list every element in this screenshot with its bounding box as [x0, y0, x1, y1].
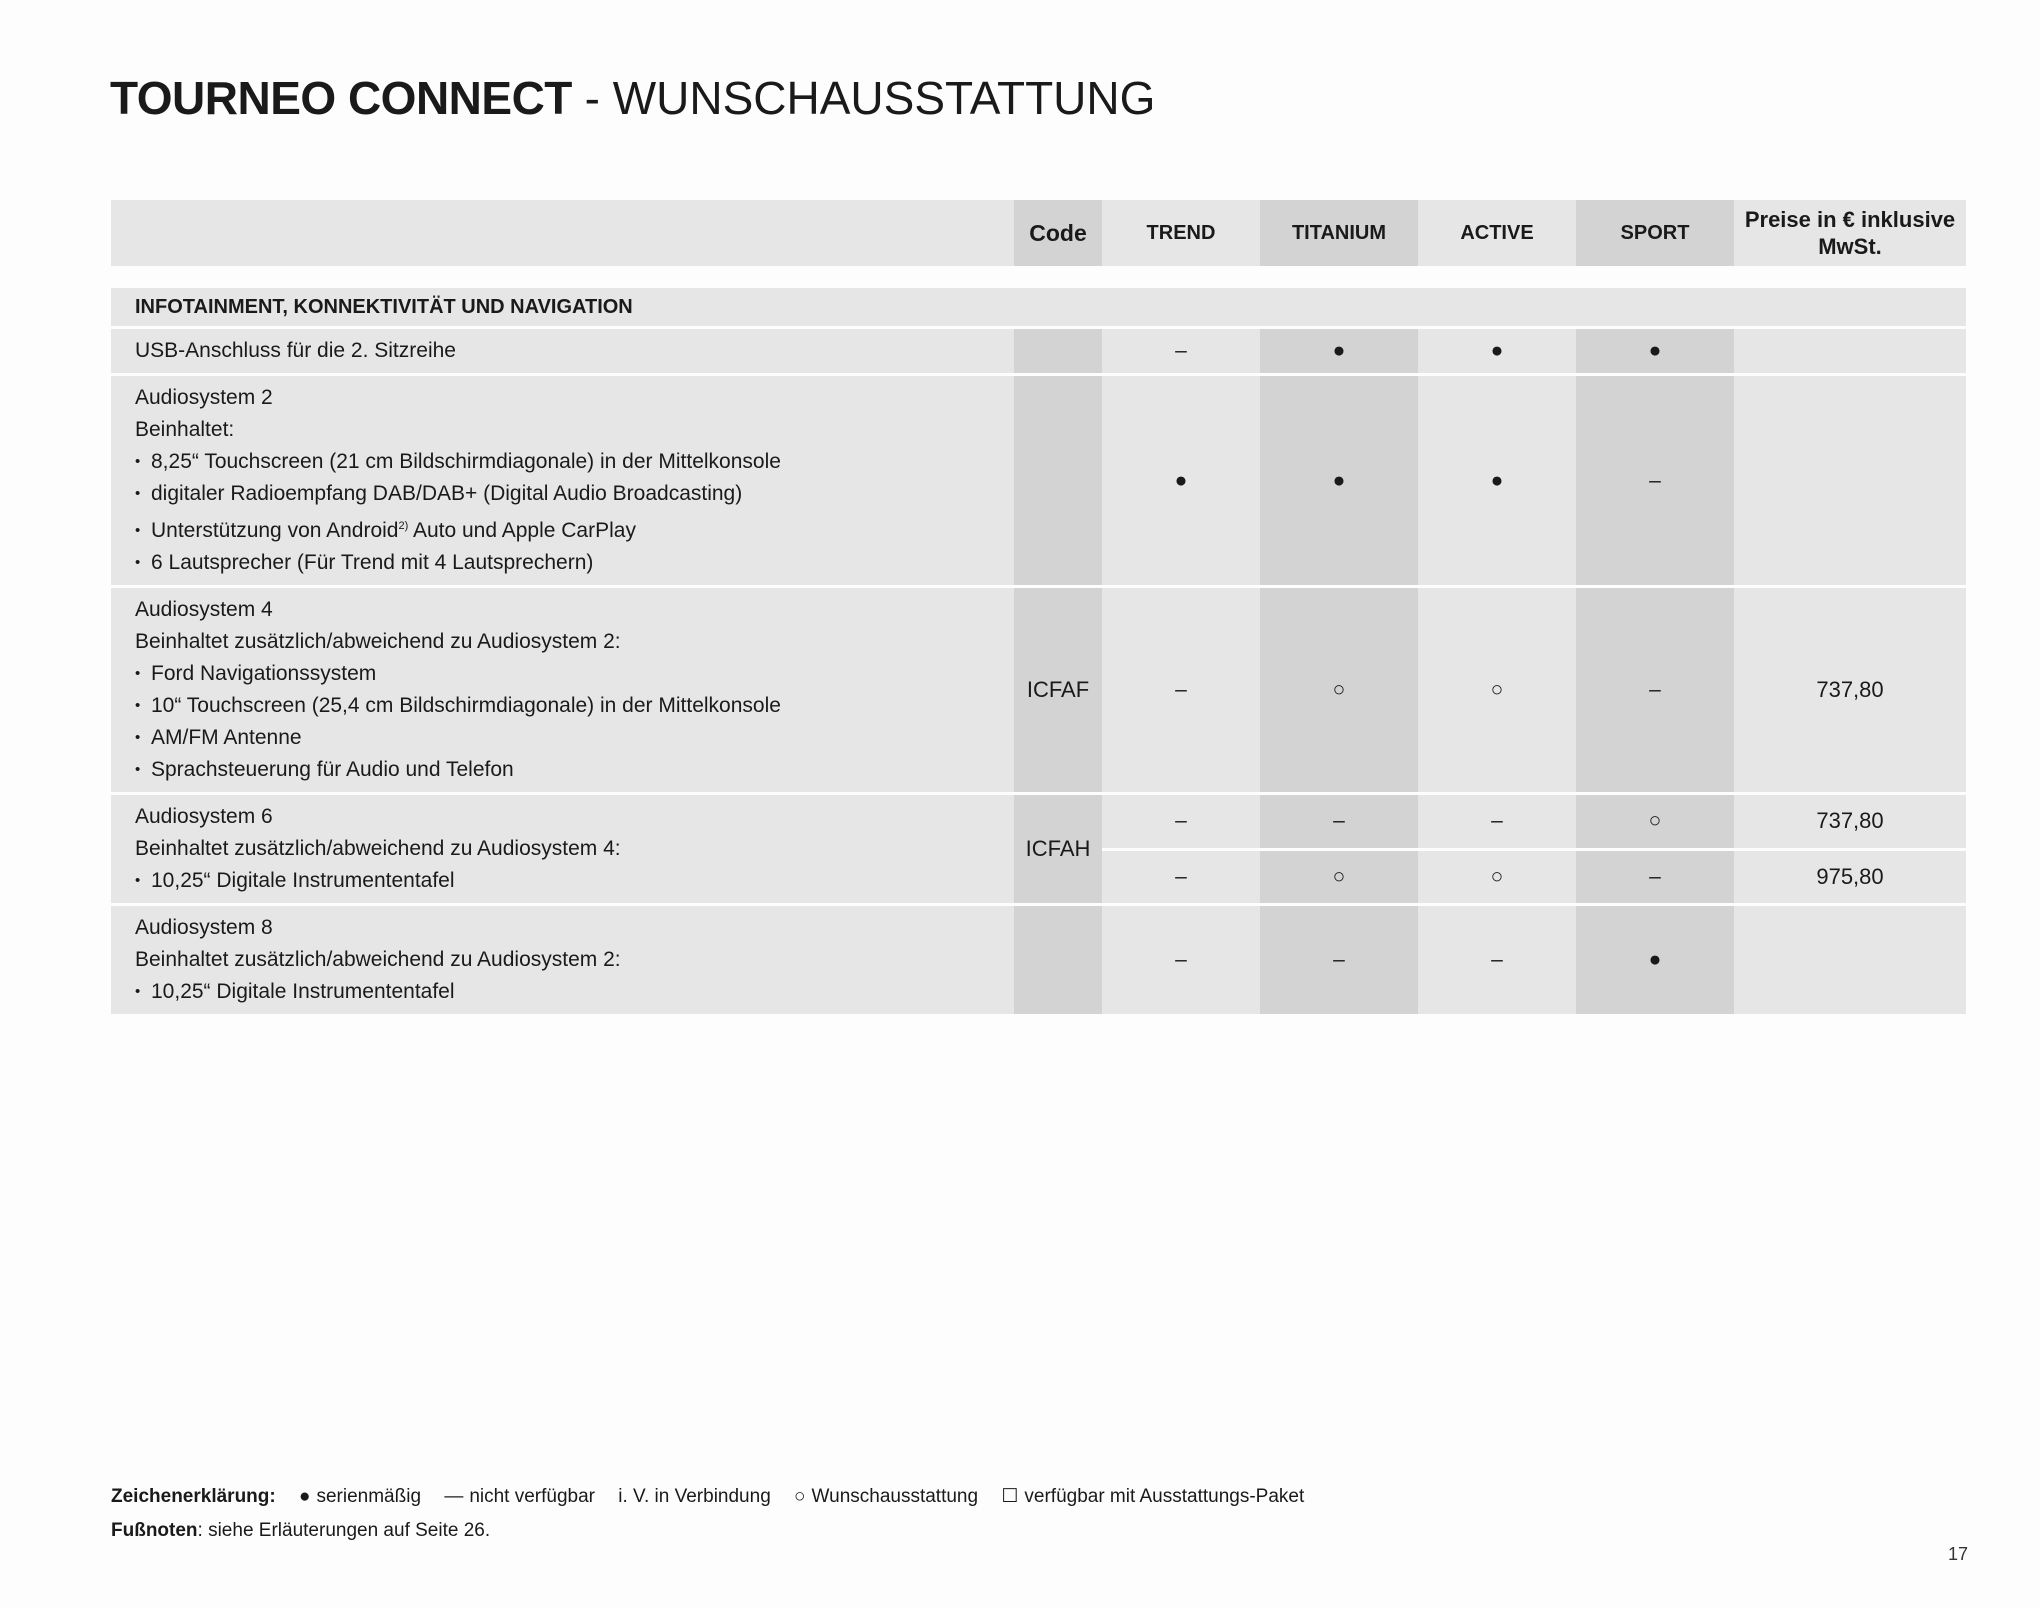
row-active-value: ● — [1418, 329, 1576, 376]
footnote — [111, 1519, 490, 1543]
row-price: 975,80 — [1734, 851, 1966, 907]
page-title — [110, 70, 1155, 126]
legend-text: verfügbar mit Ausstattungs-Paket — [1024, 1486, 1305, 1507]
row-code — [1014, 376, 1102, 588]
row-bullet: • 10“ Touchscreen (25,4 cm Bildschirmdiagonale) in der Mittelkonsole — [135, 690, 1004, 722]
row-active-value: – — [1418, 906, 1576, 1017]
row-title: Audiosystem 6 — [135, 805, 273, 828]
header-sport: SPORT — [1576, 200, 1734, 266]
header-titanium: TITANIUM — [1260, 200, 1418, 266]
row-trend-value: – — [1102, 906, 1260, 1017]
row-bullet: • digitaler Radioempfang DAB/DAB+ (Digital Audio Broadcasting) — [135, 478, 1004, 510]
row-active-value: – — [1418, 795, 1576, 851]
row-subtitle: Beinhaltet: — [135, 418, 235, 441]
row-bullet: • 8,25“ Touchscreen (21 cm Bildschirmdiagonale) in der Mittelkonsole — [135, 446, 1004, 478]
row-sport-value: ○ — [1576, 795, 1734, 851]
row-trend-value: – — [1102, 329, 1260, 376]
row-titanium-value: – — [1260, 906, 1418, 1017]
legend-text: Wunschausstattung — [811, 1486, 979, 1507]
table-row — [111, 795, 1966, 851]
table-row — [111, 376, 1966, 588]
row-description — [111, 906, 1014, 1017]
footnote-text: : siehe Erläuterungen auf Seite 26. — [197, 1520, 491, 1541]
table-header-row — [111, 200, 1966, 266]
row-trend-value: ● — [1102, 376, 1260, 588]
header-code: Code — [1014, 200, 1102, 266]
row-price — [1734, 906, 1966, 1017]
filled-circle-icon: ● — [299, 1486, 311, 1507]
row-active-value: ○ — [1418, 588, 1576, 795]
row-bullet: • Ford Navigationssystem — [135, 658, 1004, 690]
section-title: INFOTAINMENT, KONNEKTIVITÄT UND NAVIGATION — [111, 288, 1966, 329]
row-titanium-value: ○ — [1260, 588, 1418, 795]
legend-text: serienmäßig — [316, 1486, 422, 1507]
row-sport-value: – — [1576, 851, 1734, 907]
row-bullet: • 10,25“ Digitale Instrumententafel — [135, 976, 1004, 1008]
table-row — [111, 588, 1966, 795]
row-price: 737,80 — [1734, 795, 1966, 851]
dash-icon: — — [444, 1486, 464, 1507]
row-bullet-text: Unterstützung von Android — [151, 519, 399, 542]
table-row — [111, 329, 1966, 376]
legend-text: i. V. in Verbindung — [618, 1486, 771, 1507]
row-price: 737,80 — [1734, 588, 1966, 795]
page-title-subtitle: - WUNSCHAUSSTATTUNG — [571, 72, 1156, 124]
row-titanium-value: ● — [1260, 329, 1418, 376]
row-bullet: • AM/FM Antenne — [135, 722, 1004, 754]
row-titanium-value: – — [1260, 795, 1418, 851]
row-titanium-value: ● — [1260, 376, 1418, 588]
row-bullet: • 6 Lautsprecher (Für Trend mit 4 Lautsprechern) — [135, 547, 1004, 579]
row-description — [111, 795, 1014, 906]
header-price: Preise in € inklusive MwSt. — [1734, 200, 1966, 266]
row-title: Audiosystem 4 — [135, 598, 273, 621]
header-active: ACTIVE — [1418, 200, 1576, 266]
legend — [111, 1485, 1304, 1509]
row-subtitle: Beinhaltet zusätzlich/abweichend zu Audiosystem 2: — [135, 948, 621, 971]
legend-item-not-available — [444, 1486, 595, 1507]
table-spacer — [111, 266, 1966, 288]
row-price — [1734, 329, 1966, 376]
row-trend-value: – — [1102, 851, 1260, 907]
footnote-label: Fußnoten — [111, 1520, 198, 1541]
row-trend-value: – — [1102, 795, 1260, 851]
empty-square-icon: ☐ — [1001, 1486, 1019, 1507]
row-price — [1734, 376, 1966, 588]
legend-item-optional — [794, 1486, 978, 1507]
header-trend: TREND — [1102, 200, 1260, 266]
row-subtitle: Beinhaltet zusätzlich/abweichend zu Audiosystem 2: — [135, 630, 621, 653]
row-code — [1014, 329, 1102, 376]
legend-text: nicht verfügbar — [469, 1486, 595, 1507]
row-sport-value: – — [1576, 376, 1734, 588]
row-active-value: ○ — [1418, 851, 1576, 907]
page-title-model: TOURNEO CONNECT — [110, 72, 572, 124]
row-sport-value: – — [1576, 588, 1734, 795]
row-bullet — [135, 510, 1004, 547]
row-subtitle: Beinhaltet zusätzlich/abweichend zu Audiosystem 4: — [135, 837, 621, 860]
legend-label: Zeichenerklärung: — [111, 1486, 276, 1507]
section-header-row — [111, 288, 1966, 329]
row-code: ICFAH — [1014, 795, 1102, 906]
footnote-ref: 2) — [398, 520, 409, 532]
header-description-cell — [111, 200, 1014, 266]
row-title: USB-Anschluss für die 2. Sitzreihe — [135, 339, 456, 362]
row-bullet: • 10,25“ Digitale Instrumententafel — [135, 865, 1004, 897]
row-code — [1014, 906, 1102, 1017]
row-code: ICFAF — [1014, 588, 1102, 795]
row-description — [111, 588, 1014, 795]
empty-circle-icon: ○ — [794, 1486, 806, 1507]
row-bullet: • Sprachsteuerung für Audio und Telefon — [135, 754, 1004, 786]
row-bullet-text-rest: Auto und Apple CarPlay — [408, 519, 636, 542]
row-titanium-value: ○ — [1260, 851, 1418, 907]
table-row — [111, 906, 1966, 1017]
row-sport-value: ● — [1576, 329, 1734, 376]
row-title: Audiosystem 8 — [135, 916, 273, 939]
legend-item-standard — [299, 1486, 421, 1507]
equipment-table — [111, 200, 1966, 1017]
row-description — [111, 329, 1014, 376]
row-active-value: ● — [1418, 376, 1576, 588]
row-title: Audiosystem 2 — [135, 386, 273, 409]
page-number: 17 — [1948, 1544, 1969, 1564]
row-trend-value: – — [1102, 588, 1260, 795]
legend-item-in-connection — [618, 1486, 770, 1507]
legend-item-package — [1001, 1486, 1304, 1507]
row-description — [111, 376, 1014, 588]
row-sport-value: ● — [1576, 906, 1734, 1017]
